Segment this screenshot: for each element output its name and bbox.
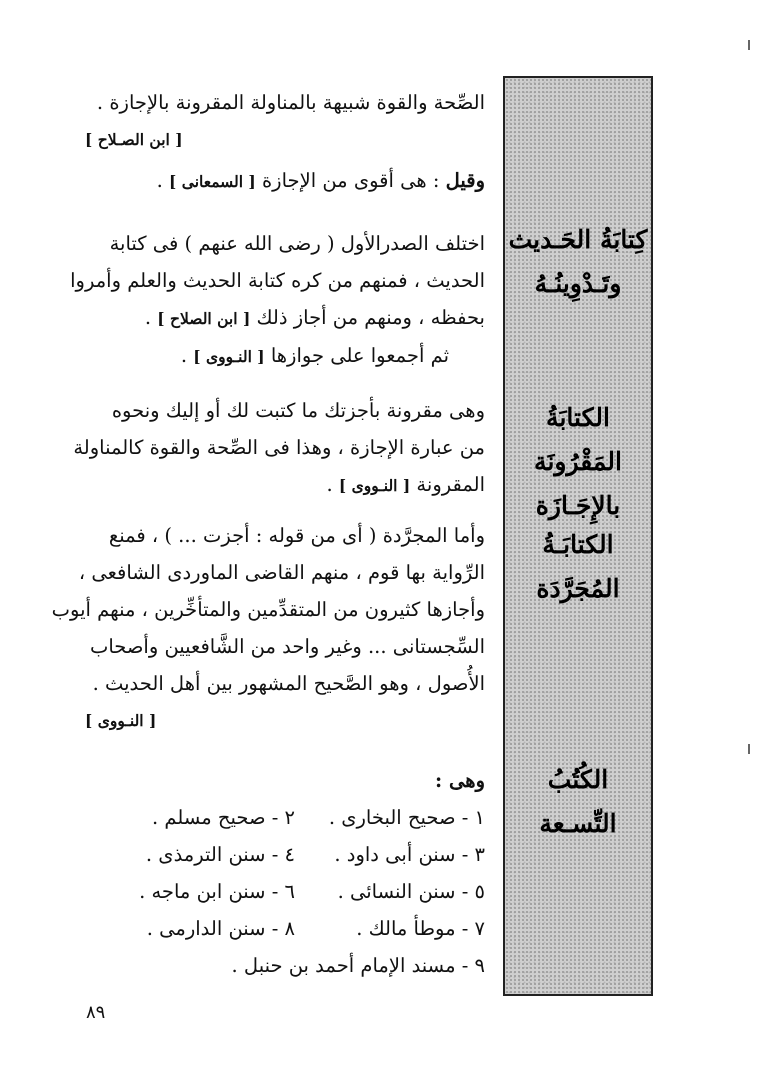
- text-segment: .: [156, 169, 170, 192]
- text-line: الأُصول ، وهو الصَّحيح المشهور بين أهل الحديث .: [92, 672, 485, 695]
- text-line: وهى مقرونة بأجزتك ما كتبت لك أو إليك ونحوه: [111, 399, 485, 422]
- text-line: السِّجستانى ... وغير واحد من الشَّافعيين وأصحاب: [89, 635, 485, 658]
- citation: [ النـووى ]: [85, 711, 157, 730]
- list-item: [85, 910, 485, 947]
- book-entry: ٩ - مسند الإمام أحمد بن حنبل .: [231, 954, 485, 977]
- text-segment: ثم أجمعوا على جوازها: [264, 344, 449, 367]
- heading-line: الكتابَةُ المَقْرُونَة: [534, 403, 622, 476]
- text-segment: .: [326, 473, 339, 496]
- book-entry: ٢ - صحيح مسلم .: [152, 806, 295, 829]
- text-segment: المقرونة: [410, 473, 485, 496]
- heading-line: بالإِجَـازَة: [535, 491, 621, 520]
- list-item: [85, 799, 485, 836]
- text-segment: : هى أقوى من الإجازة: [255, 169, 446, 192]
- text-line: [85, 162, 485, 200]
- book-entry: ٥ - سنن النسائى .: [337, 880, 485, 903]
- list-item: [85, 873, 485, 910]
- paragraph-bare-writing: [51, 517, 485, 739]
- scan-mark: [748, 744, 750, 754]
- paragraph-said-stronger: [85, 162, 485, 200]
- citation: [ ابن الصـلاح ]: [85, 130, 183, 149]
- paragraph-early-disagreement: [70, 225, 485, 375]
- heading-hadith-writing: [505, 218, 651, 306]
- book-entry: ٨ - سنن الدارمى .: [146, 917, 295, 940]
- text-line: الصِّحة والقوة شبيهة بالمناولة المقرونة بالإجازة .: [96, 91, 485, 114]
- paragraph-coupled-writing: [73, 392, 485, 504]
- heading-writing-with-ijazah: [505, 396, 651, 528]
- text-line: وأما المجرَّدة ( أى من قوله : أجزت ... ) ، فمنع: [108, 524, 485, 547]
- text-line: [85, 299, 485, 337]
- heading-line: الكتابَـةُ المُجَرَّدَة: [536, 530, 620, 603]
- text-line: الرِّواية بها قوم ، منهم القاضى الماوردى الشافعى ،: [78, 561, 485, 584]
- side-heading-column: [503, 76, 653, 996]
- heading-line: الكُتُبُ التِّسـعة: [539, 765, 617, 838]
- heading-line: كِتابَةُ الحَـديث: [508, 225, 648, 254]
- nine-books-list: [85, 762, 485, 984]
- text-line: اختلف الصدرالأول ( رضى الله عنهم ) فى كتابة: [109, 232, 485, 255]
- paragraph-ijazah-strength: [85, 84, 485, 158]
- list-item: [85, 836, 485, 873]
- text-segment: .: [144, 306, 158, 329]
- citation: [ السمعانى ]: [169, 172, 256, 191]
- book-entry: ١ - صحيح البخارى .: [328, 806, 485, 829]
- heading-line: وتَـدْوِينُـهُ: [534, 269, 622, 298]
- heading-nine-books: [505, 758, 651, 846]
- citation: [ النـووى ]: [338, 476, 411, 495]
- book-entry: ٤ - سنن الترمذى .: [145, 843, 295, 866]
- text-line: وأجازها كثيرون من المتقدِّمين والمتأخِّرين ، منهم أيوب: [51, 598, 485, 621]
- book-entry: ٦ - سنن ابن ماجه .: [139, 880, 295, 903]
- book-entry: ٧ - موطأ مالك .: [356, 917, 485, 940]
- text-segment: بحفظه ، ومنهم من أجاز ذلك: [250, 306, 485, 329]
- text-line: الحديث ، فمنهم من كره كتابة الحديث والعلم وأمروا: [70, 269, 485, 292]
- lead-word: وقيل: [445, 169, 485, 192]
- text-line: [85, 466, 485, 504]
- scan-mark: [748, 40, 750, 50]
- page-number: ٨٩: [86, 1002, 106, 1023]
- citation: [ النـووى ]: [193, 347, 265, 366]
- text-line: من عبارة الإجازة ، وهذا فى الصِّحة والقوة كالمناولة: [73, 436, 485, 459]
- book-entry: ٣ - سنن أبى داود .: [334, 843, 485, 866]
- heading-bare-writing: [505, 523, 651, 611]
- citation: [ ابن الصلاح ]: [157, 309, 251, 328]
- text-line: [85, 337, 485, 375]
- list-intro: وهى :: [435, 769, 485, 792]
- text-segment: .: [180, 344, 194, 367]
